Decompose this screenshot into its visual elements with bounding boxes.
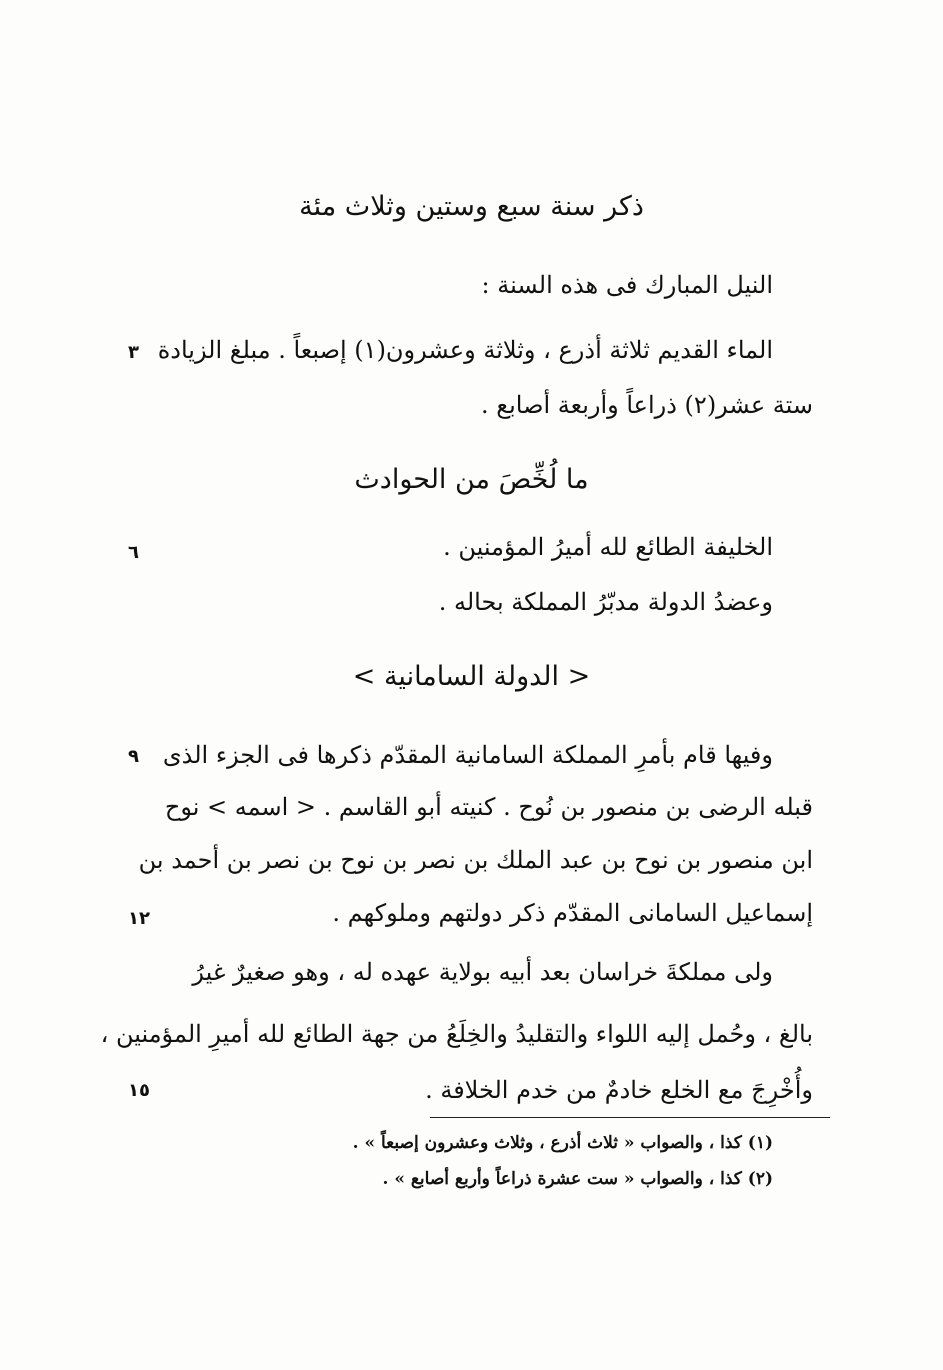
line-number-15: ١٥	[128, 1080, 150, 1101]
samanid-line-7: وأُخْرِجَ مع الخلع خادمٌ من خدم الخلافة .	[425, 1076, 813, 1104]
samanid-heading: < الدولة السامانية >	[352, 661, 591, 692]
nile-intro: النيل المبارك فى هذه السنة :	[481, 271, 773, 299]
samanid-line-1: وفيها قام بأمرِ المملكة السامانية المقدّم ذكرها فى الجزء الذى	[162, 741, 773, 769]
events-line-2: وعضدُ الدولة مدبّرُ المملكة بحاله .	[438, 588, 773, 616]
samanid-line-4: إسماعيل السامانى المقدّم ذكر دولتهم وملوكهم .	[332, 899, 813, 927]
samanid-line-5: ولى مملكةَ خراسان بعد أبيه بولاية عهده له ، وهو صغيرٌ غيرُ	[192, 958, 773, 986]
events-line-1: الخليفة الطائع لله أميرُ المؤمنين .	[443, 533, 773, 561]
nile-line-2: ستة عشر(٢) ذراعاً وأربعة أصابع .	[481, 391, 813, 419]
samanid-line-2: قبله الرضى بن منصور بن نُوح . كنيته أبو القاسم . < اسمه > نوح	[164, 793, 813, 821]
section-title: ذكر سنة سبع وستين وثلاث مئة	[299, 191, 644, 222]
line-number-3: ٣	[128, 342, 139, 363]
line-number-12: ١٢	[128, 908, 150, 929]
line-number-9: ٩	[128, 746, 139, 767]
events-heading: ما لُخِّصَ من الحوادث	[354, 464, 589, 495]
nile-line-1: الماء القديم ثلاثة أذرع ، وثلاثة وعشرون(١) إصبعاً . مبلغ الزيادة	[157, 336, 773, 364]
footnote-1: (١) كذا ، والصواب « ثلاث أذرع ، وثلاث وعشرون إصبعاً » .	[352, 1133, 773, 1153]
samanid-line-6: بالغ ، وحُمل إليه اللواء والتقليدُ والخِلَعُ من جهة الطائع لله أميرِ المؤمنين ،	[100, 1020, 813, 1048]
samanid-line-3: ابن منصور بن نوح بن عبد الملك بن نصر بن نوح بن نصر بن أحمد بن	[138, 846, 813, 874]
line-number-6: ٦	[128, 542, 139, 563]
footnote-divider	[430, 1117, 830, 1118]
footnote-2: (٢) كذا ، والصواب « ست عشرة ذراعاً وأربع أصابع » .	[382, 1169, 773, 1189]
